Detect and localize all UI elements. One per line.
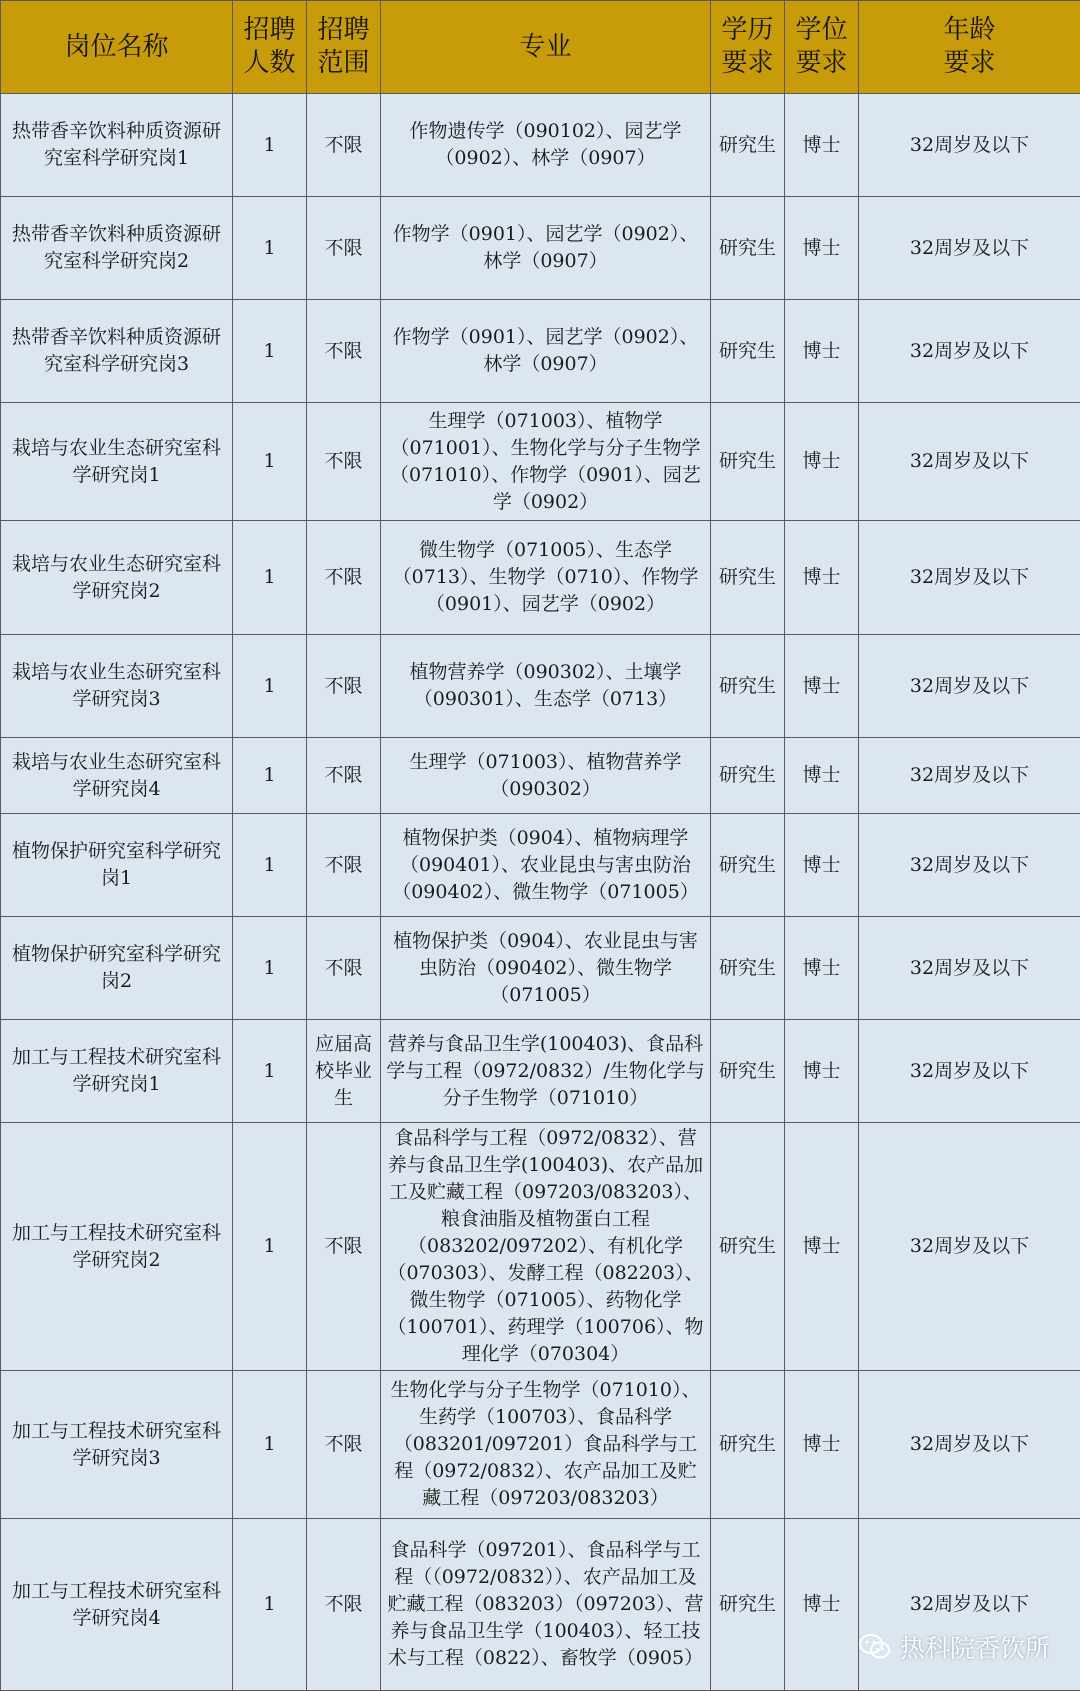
table-row (1, 814, 1080, 917)
cell-education: 研究生 (711, 1123, 785, 1371)
table-row (1, 1371, 1080, 1519)
cell-scope: 不限 (307, 1371, 381, 1519)
cell-age: 32周岁及以下 (859, 1371, 1080, 1519)
cell-post-name: 热带香辛饮料种质资源研究室科学研究岗3 (1, 300, 233, 403)
cell-count: 1 (233, 197, 307, 300)
cell-count: 1 (233, 94, 307, 197)
watermark (858, 1629, 1050, 1665)
cell-age: 32周岁及以下 (859, 1020, 1080, 1123)
header-scope: 招聘 范围 (307, 1, 381, 94)
cell-degree: 博士 (785, 1123, 859, 1371)
header-major: 专业 (381, 1, 711, 94)
cell-post-name: 热带香辛饮料种质资源研究室科学研究岗2 (1, 197, 233, 300)
cell-degree: 博士 (785, 197, 859, 300)
table-row (1, 1123, 1080, 1371)
table-row (1, 197, 1080, 300)
header-count: 招聘 人数 (233, 1, 307, 94)
cell-scope: 不限 (307, 814, 381, 917)
cell-education: 研究生 (711, 197, 785, 300)
cell-age: 32周岁及以下 (859, 300, 1080, 403)
cell-count: 1 (233, 403, 307, 521)
cell-post-name: 加工与工程技术研究室科学研究岗2 (1, 1123, 233, 1371)
table-row (1, 738, 1080, 814)
cell-post-name: 加工与工程技术研究室科学研究岗4 (1, 1519, 233, 1691)
header-post-name: 岗位名称 (1, 1, 233, 94)
cell-post-name: 栽培与农业生态研究室科学研究岗4 (1, 738, 233, 814)
cell-scope: 不限 (307, 738, 381, 814)
cell-degree: 博士 (785, 917, 859, 1020)
cell-scope: 不限 (307, 300, 381, 403)
header-degree: 学位 要求 (785, 1, 859, 94)
cell-degree: 博士 (785, 403, 859, 521)
table-row (1, 300, 1080, 403)
cell-education: 研究生 (711, 94, 785, 197)
cell-scope: 应届高校毕业生 (307, 1020, 381, 1123)
cell-major: 生理学（071003）、植物学（071001）、生物化学与分子生物学（071010）、作物学（0901）、园艺学（0902） (381, 403, 711, 521)
cell-age: 32周岁及以下 (859, 197, 1080, 300)
cell-degree: 博士 (785, 814, 859, 917)
watermark-text: 热科院香饮所 (900, 1629, 1050, 1665)
cell-education: 研究生 (711, 403, 785, 521)
cell-education: 研究生 (711, 814, 785, 917)
cell-degree: 博士 (785, 94, 859, 197)
cell-major: 生理学（071003）、植物营养学（090302） (381, 738, 711, 814)
header-row (1, 1, 1080, 94)
cell-degree: 博士 (785, 1371, 859, 1519)
cell-education: 研究生 (711, 917, 785, 1020)
cell-major: 微生物学（071005）、生态学（0713）、生物学（0710）、作物学（0901）、园艺学（0902） (381, 521, 711, 635)
cell-post-name: 加工与工程技术研究室科学研究岗3 (1, 1371, 233, 1519)
header-education: 学历 要求 (711, 1, 785, 94)
cell-post-name: 热带香辛饮料种质资源研究室科学研究岗1 (1, 94, 233, 197)
cell-age: 32周岁及以下 (859, 94, 1080, 197)
header-age: 年龄 要求 (859, 1, 1080, 94)
table-row (1, 403, 1080, 521)
cell-scope: 不限 (307, 635, 381, 738)
cell-count: 1 (233, 635, 307, 738)
cell-post-name: 植物保护研究室科学研究岗1 (1, 814, 233, 917)
cell-degree: 博士 (785, 521, 859, 635)
cell-age: 32周岁及以下 (859, 521, 1080, 635)
cell-major: 生物化学与分子生物学（071010）、生药学（100703）、食品科学（083201/097201）食品科学与工程（0972/0832）、农产品加工及贮藏工程（097203/083203） (381, 1371, 711, 1519)
cell-scope: 不限 (307, 1123, 381, 1371)
cell-degree: 博士 (785, 1519, 859, 1691)
cell-major: 作物遗传学（090102）、园艺学（0902）、林学（0907） (381, 94, 711, 197)
cell-post-name: 植物保护研究室科学研究岗2 (1, 917, 233, 1020)
wechat-icon (858, 1632, 892, 1662)
cell-scope: 不限 (307, 403, 381, 521)
cell-age: 32周岁及以下 (859, 917, 1080, 1020)
cell-scope: 不限 (307, 197, 381, 300)
cell-major: 作物学（0901）、园艺学（0902）、林学（0907） (381, 300, 711, 403)
cell-education: 研究生 (711, 1519, 785, 1691)
cell-education: 研究生 (711, 738, 785, 814)
cell-major: 作物学（0901）、园艺学（0902）、林学（0907） (381, 197, 711, 300)
cell-major: 营养与食品卫生学(100403)、食品科学与工程（0972/0832）/生物化学与分子生物学（071010） (381, 1020, 711, 1123)
cell-degree: 博士 (785, 300, 859, 403)
cell-age: 32周岁及以下 (859, 1123, 1080, 1371)
cell-age: 32周岁及以下 (859, 738, 1080, 814)
cell-post-name: 栽培与农业生态研究室科学研究岗3 (1, 635, 233, 738)
cell-count: 1 (233, 738, 307, 814)
table-row (1, 521, 1080, 635)
cell-age: 32周岁及以下 (859, 403, 1080, 521)
cell-scope: 不限 (307, 917, 381, 1020)
cell-count: 1 (233, 1519, 307, 1691)
cell-count: 1 (233, 300, 307, 403)
cell-post-name: 栽培与农业生态研究室科学研究岗1 (1, 403, 233, 521)
cell-scope: 不限 (307, 94, 381, 197)
cell-degree: 博士 (785, 738, 859, 814)
cell-scope: 不限 (307, 521, 381, 635)
cell-count: 1 (233, 814, 307, 917)
cell-degree: 博士 (785, 1020, 859, 1123)
cell-education: 研究生 (711, 1020, 785, 1123)
cell-post-name: 加工与工程技术研究室科学研究岗1 (1, 1020, 233, 1123)
cell-education: 研究生 (711, 1371, 785, 1519)
cell-age: 32周岁及以下 (859, 635, 1080, 738)
cell-education: 研究生 (711, 521, 785, 635)
cell-post-name: 栽培与农业生态研究室科学研究岗2 (1, 521, 233, 635)
cell-age: 32周岁及以下 (859, 814, 1080, 917)
cell-major: 食品科学（097201）、食品科学与工程（（0972/0832））、农产品加工及贮藏工程（083203）（097203）、营养与食品卫生学（100403）、轻工技术与工程（0822）、畜牧学（0905） (381, 1519, 711, 1691)
table-row (1, 1020, 1080, 1123)
table-row (1, 635, 1080, 738)
cell-scope: 不限 (307, 1519, 381, 1691)
cell-major: 植物保护类（0904）、农业昆虫与害虫防治（090402）、微生物学（071005） (381, 917, 711, 1020)
cell-count: 1 (233, 1371, 307, 1519)
cell-count: 1 (233, 521, 307, 635)
table-row (1, 94, 1080, 197)
cell-age: 32周岁及以下 (859, 1519, 1080, 1691)
cell-education: 研究生 (711, 300, 785, 403)
cell-degree: 博士 (785, 635, 859, 738)
cell-count: 1 (233, 917, 307, 1020)
table-row (1, 917, 1080, 1020)
cell-count: 1 (233, 1123, 307, 1371)
cell-major: 食品科学与工程（0972/0832）、营养与食品卫生学(100403)、农产品加工及贮藏工程（097203/083203）、粮食油脂及植物蛋白工程（083202/097202）、有机化学（070303）、发酵工程（082203）、微生物学（071005）、药物化学（100701）、药理学（100706）、物理化学（070304） (381, 1123, 711, 1371)
cell-education: 研究生 (711, 635, 785, 738)
cell-major: 植物保护类（0904）、植物病理学（090401）、农业昆虫与害虫防治（090402）、微生物学（071005） (381, 814, 711, 917)
cell-major: 植物营养学（090302）、土壤学（090301）、生态学（0713） (381, 635, 711, 738)
cell-count: 1 (233, 1020, 307, 1123)
